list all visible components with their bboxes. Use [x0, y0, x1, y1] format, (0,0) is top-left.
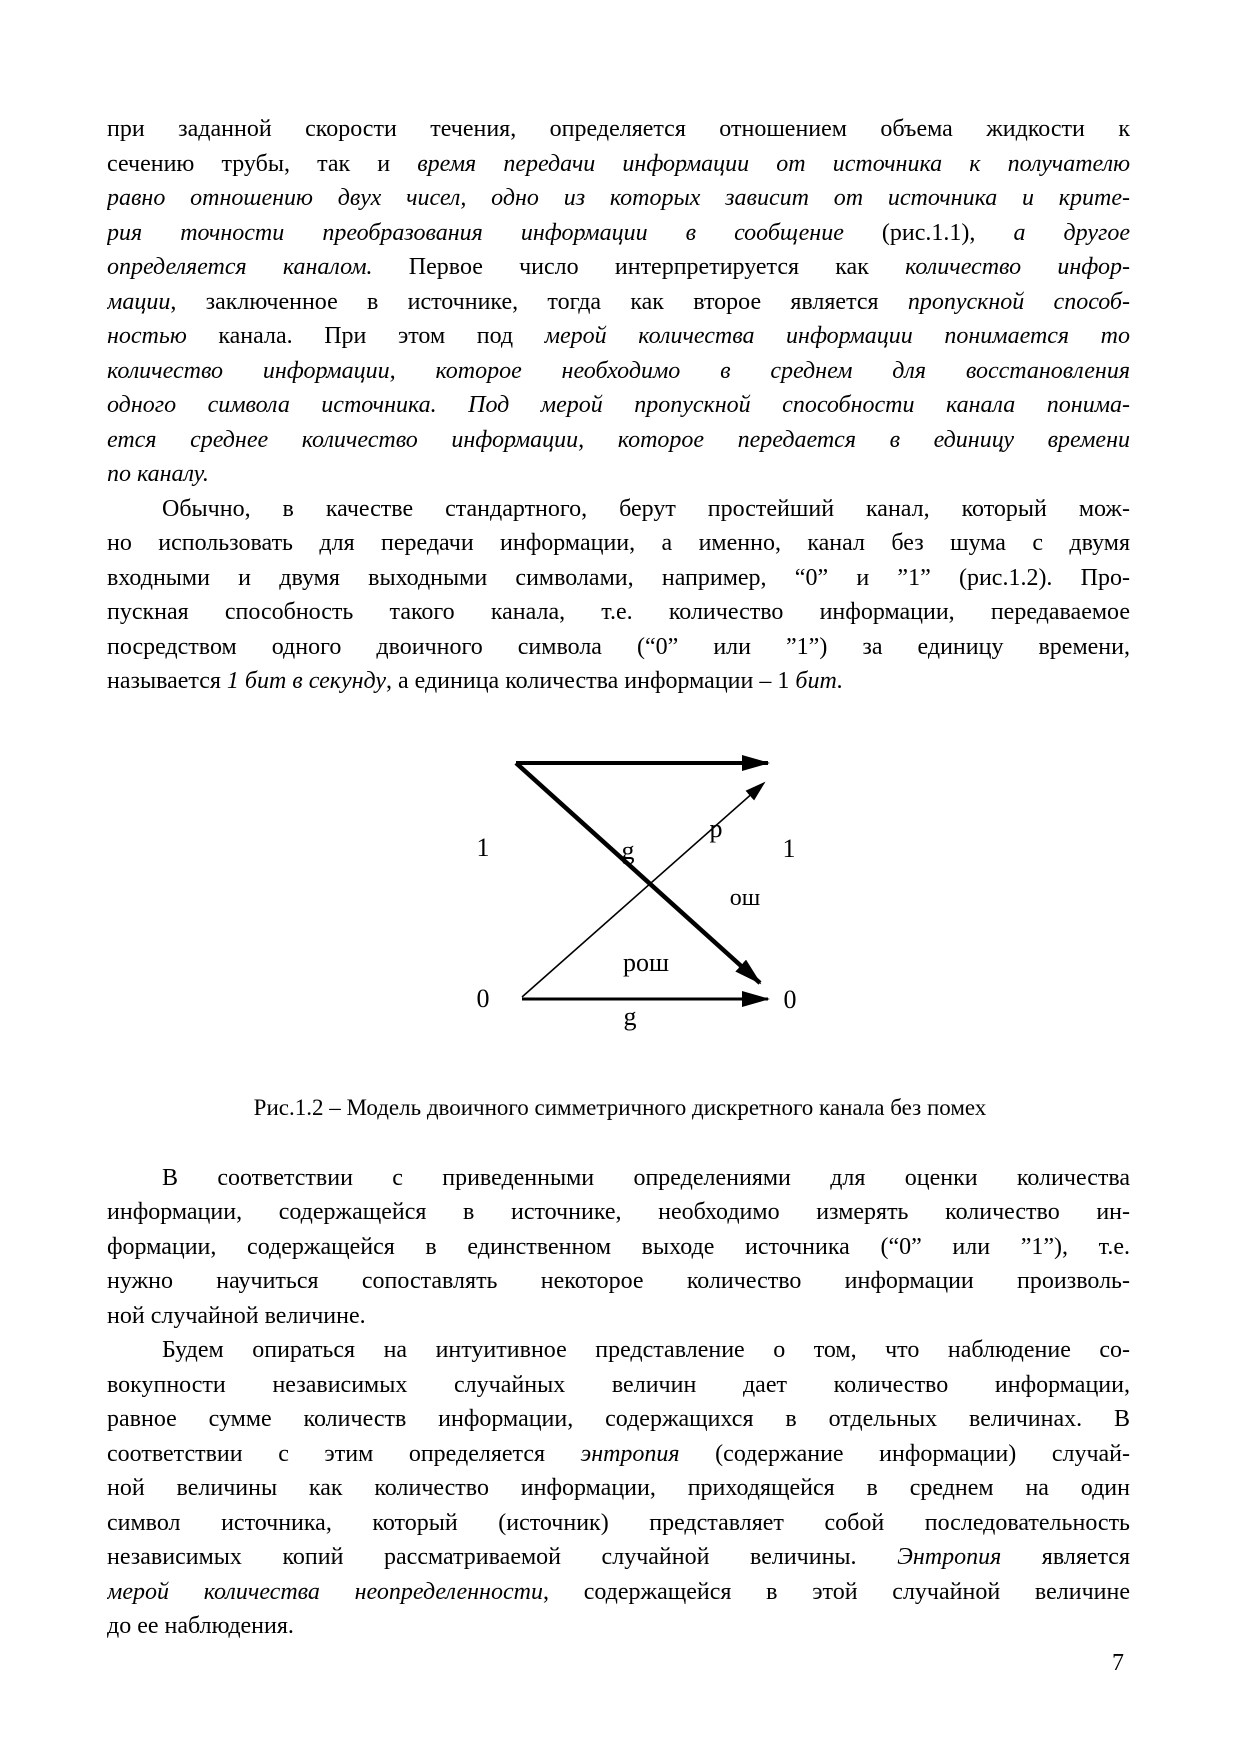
- figure-label-osh: ош: [729, 884, 761, 911]
- text-line: [107, 285, 1130, 320]
- text-line: [107, 250, 1130, 285]
- text-line: [107, 1402, 1130, 1437]
- text-run-italic: мации: [107, 288, 171, 315]
- text-run-italic: ностью: [107, 323, 187, 349]
- text-run-italic: рия точности преобразования информации в сообщение: [107, 219, 882, 246]
- text-run: при заданной скорости течения, определяется отношением объема жидкости к: [107, 116, 1130, 142]
- text-run-italic: количество информации, которое необходимо в среднем для восстановления: [107, 357, 1130, 384]
- text-run: ной случайной величине.: [107, 1302, 366, 1329]
- text-run: является: [1001, 1544, 1130, 1570]
- text-line: [107, 457, 1130, 492]
- text-line: [107, 354, 1130, 389]
- text-line: [107, 1575, 1130, 1610]
- text-run-italic: бит.: [795, 668, 844, 694]
- text-run-italic: мерой количества неопределенности: [107, 1578, 543, 1605]
- text-run: независимых копий рассматриваемой случайной величины.: [107, 1544, 898, 1570]
- paragraph: [107, 1161, 1130, 1334]
- text-run: пускная способность такого канала, т.е. количество информации, передаваемое: [107, 599, 1130, 625]
- text-line: [107, 630, 1130, 665]
- paragraph: [107, 492, 1130, 699]
- text-line: [107, 1368, 1130, 1403]
- text-run-italic: время передачи информации от источника к получателю: [417, 150, 1130, 177]
- text-line: [107, 1230, 1130, 1265]
- text-line: [107, 1195, 1130, 1230]
- figure-label-p: р: [709, 813, 723, 843]
- text-run: ной величины как количество информации, приходящейся в среднем на один: [107, 1475, 1130, 1501]
- channel-diagram: [0, 699, 1240, 1049]
- text-run-italic: ется среднее количество информации, которое передается в единицу времени: [107, 426, 1130, 453]
- figure-label-p-osh: рош: [622, 947, 670, 977]
- text-run: называется: [107, 668, 227, 694]
- text-line: [107, 664, 1130, 699]
- text-run: Будем опираться на интуитивное представление о том, что наблюдение со-: [162, 1337, 1130, 1363]
- text-run: входными и двумя выходными символами, например, “0” и ”1” (рис.1.2). Про-: [107, 564, 1130, 591]
- text-run: формации, содержащейся в единственном выходе источника (“0” или ”1”), т.е.: [107, 1233, 1130, 1260]
- body-text-bottom: [0, 1161, 1240, 1644]
- text-run: Обычно, в качестве стандартного, берут простейший канал, который мож-: [162, 495, 1130, 522]
- text-run: до ее наблюдения.: [107, 1613, 294, 1639]
- text-run: В соответствии с приведенными определениями для оценки количества: [162, 1164, 1130, 1191]
- text-line: [107, 561, 1130, 596]
- text-line: [107, 112, 1130, 147]
- text-line: [107, 1540, 1130, 1575]
- text-run: вокупности независимых случайных величин дает количество информации,: [107, 1371, 1130, 1398]
- text-run: равное сумме количеств информации, содержащихся в отдельных величинах. В: [107, 1406, 1130, 1432]
- text-line: [107, 1333, 1130, 1368]
- text-run: информации, содержащейся в источнике, необходимо измерять количество ин-: [107, 1199, 1130, 1225]
- text-line: [107, 216, 1130, 251]
- text-line: [107, 595, 1130, 630]
- text-run-italic: 1 бит в секунду: [226, 668, 386, 694]
- paragraph: [107, 112, 1130, 492]
- text-line: [107, 526, 1130, 561]
- text-run: сечению трубы, так и: [107, 150, 418, 177]
- text-line: [107, 423, 1130, 458]
- text-run: ,: [969, 219, 1014, 246]
- text-line: [107, 147, 1130, 182]
- text-line: [107, 1299, 1130, 1334]
- text-run-italic: одного символа источника. Под мерой пропускной способности канала понима-: [107, 392, 1130, 418]
- text-run: , а единица количества информации – 1: [385, 668, 796, 694]
- text-run-italic: мерой количества информации понимается то: [544, 323, 1130, 349]
- text-run-italic: Энтропия: [897, 1544, 1002, 1570]
- figure-label-g-top: g: [621, 835, 635, 865]
- text-run-italic: а другое: [1013, 219, 1130, 246]
- text-run: (содержание информации) случай-: [679, 1440, 1130, 1467]
- text-run: , содержащейся в этой случайной величине: [542, 1578, 1130, 1605]
- text-line: [107, 1437, 1130, 1472]
- text-run-italic: равно отношению двух чисел, одно из которых зависит от источника и крите-: [107, 185, 1130, 211]
- text-run-italic: по каналу.: [107, 461, 209, 487]
- text-run: (рис.1.1): [881, 219, 970, 246]
- figure-label-output-zero: 0: [783, 984, 797, 1014]
- text-line: [107, 1609, 1130, 1644]
- text-run-italic: определяется каналом.: [107, 254, 373, 280]
- paragraph: [107, 1333, 1130, 1644]
- text-run-italic: количество инфор-: [905, 254, 1130, 280]
- figure-caption: Рис.1.2 – Модель двоичного симметричного дискретного канала без помех: [253, 1094, 987, 1120]
- figure-label-output-one: 1: [782, 833, 796, 863]
- text-run-italic: пропускной способ-: [907, 288, 1130, 315]
- text-line: [107, 492, 1130, 527]
- text-line: [107, 388, 1130, 423]
- text-run: Первое число интерпретируется как: [372, 254, 906, 280]
- text-line: [107, 1161, 1130, 1196]
- page-number: 7: [1112, 1649, 1124, 1676]
- figure-label-input-zero: 0: [476, 983, 490, 1013]
- text-line: [107, 1471, 1130, 1506]
- text-run-italic: энтропия: [580, 1440, 680, 1467]
- text-run: канала. При этом под: [186, 323, 545, 349]
- text-run: соответствии с этим определяется: [107, 1440, 581, 1467]
- figure-label-input-one: 1: [476, 832, 490, 862]
- figure-channel-model: [0, 699, 1240, 1049]
- text-line: [107, 1506, 1130, 1541]
- text-line: [107, 319, 1130, 354]
- body-text-top: [0, 0, 1240, 699]
- text-run: но использовать для передачи информации, а именно, канал без шума с двумя: [107, 530, 1130, 556]
- text-run: , заключенное в источнике, тогда как второе является: [170, 288, 908, 315]
- text-run: нужно научиться сопоставлять некоторое количество информации произволь-: [107, 1268, 1130, 1294]
- text-line: [107, 1264, 1130, 1299]
- text-line: [107, 181, 1130, 216]
- text-run: посредством одного двоичного символа (“0” или ”1”) за единицу времени,: [107, 633, 1130, 660]
- figure-label-g-bottom: g: [623, 1001, 637, 1031]
- text-run: символ источника, который (источник) представляет собой последовательность: [107, 1509, 1130, 1536]
